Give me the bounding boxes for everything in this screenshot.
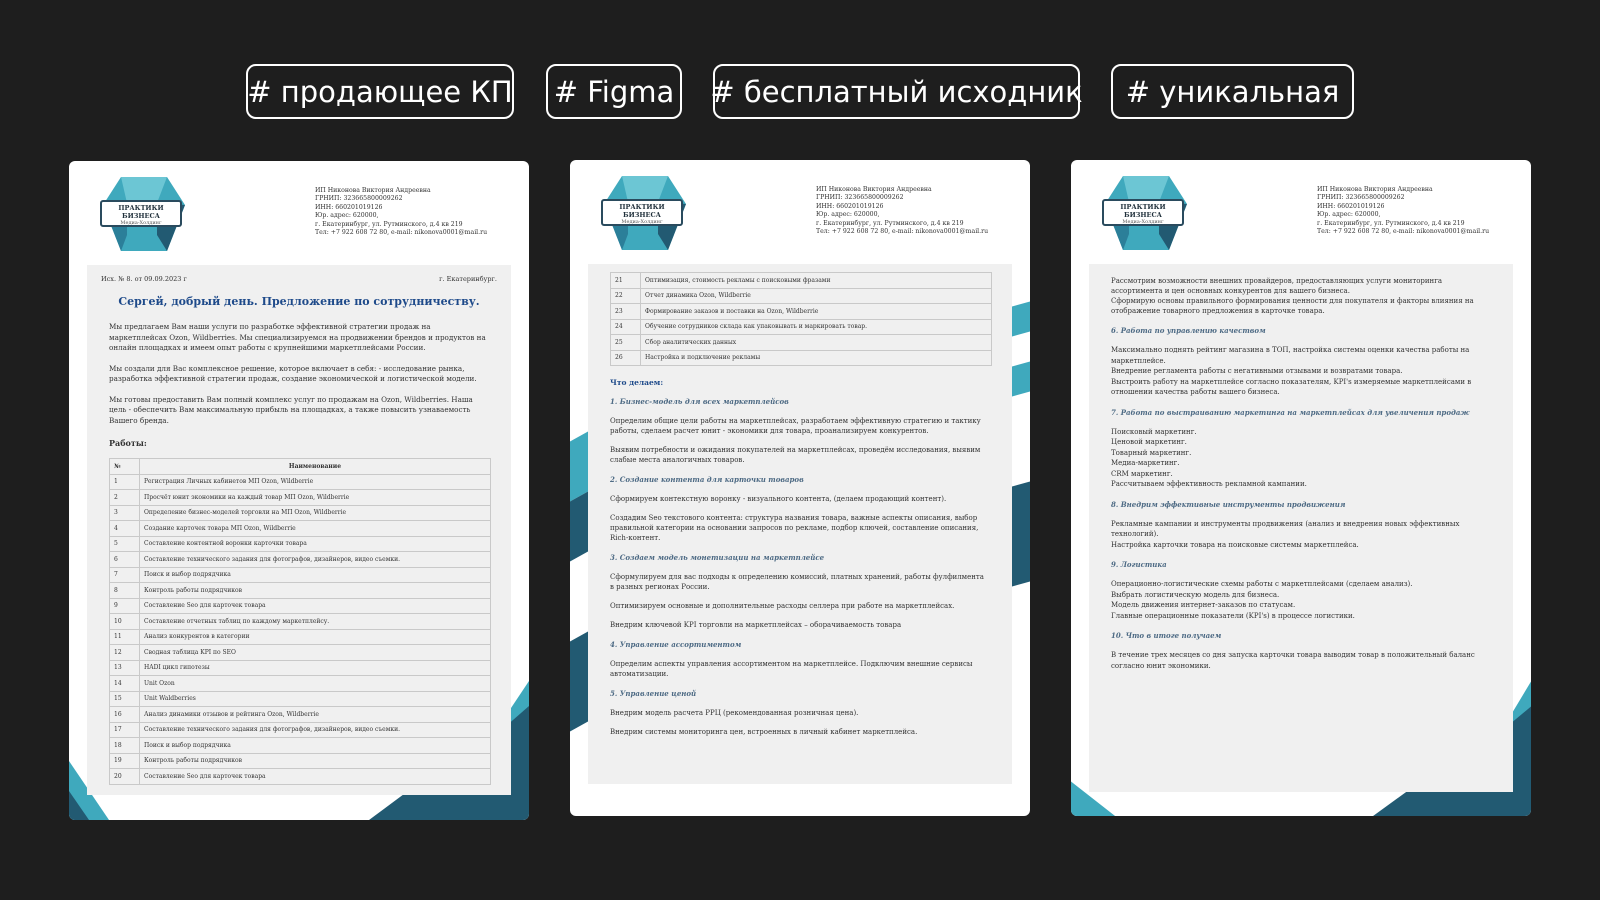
requisite-line: ГРНИП: 323665800009262 [816,194,904,202]
list-line: Выстроить работу на маркетплейсе согласно показателям, KPI's измеряемые маркетплейсами в отношении качества работы вашего бизнеса. [1111,377,1472,396]
row-name: Контроль работы подрядчиков [140,753,491,769]
logo-line1: ПРАКТИКИ [1120,203,1166,211]
row-name: Обучение сотрудников склада как упаковывать и маркировать товар. [641,319,992,335]
paragraph: Сформируем контекстную воронку - визуального контента, (делаем продающий контент). [610,495,947,503]
paragraph: Мы готовы предоставить Вам полный комплекс услуг по продажам на Ozon, Wildberries. Наша цель - обеспечить Вам максимальную прибыль на площадках, а также повысить узнаваемость Вашего бренда. [109,394,473,425]
tag-figma[interactable]: # Figma [546,64,682,119]
list-line: Медиа-маркетинг. [1111,459,1180,467]
list-line: CRM маркетинг. [1111,469,1173,478]
requisite-line: ИП Никонова Виктория Андреевна [1317,186,1433,193]
logo-line1: ПРАКТИКИ [619,203,665,211]
intro-line: Рассмотрим возможности внешних провайдеров, предоставляющих услуги мониторинга ассортимента и цен основных конкурентов для вашего бизнеса. [1111,277,1443,295]
list-line: Рекламные кампании и инструменты продвижения (анализ и внедрения новых эффективных технологий). [1111,519,1460,538]
table-row [110,645,491,661]
table-row [611,319,992,335]
section-list [1089,427,1513,490]
requisite-line: ИНН: 660201019126 [816,202,884,210]
document-page-3 [1071,160,1531,816]
paragraph: Сформулируем для вас подходы к определению комиссий, платных хранений, работы фулфилмента в разных регионах России. [610,573,984,591]
tag-free-source[interactable]: # бесплатный исходник [713,64,1080,119]
table-row [110,753,491,769]
logo-label [100,200,182,227]
row-number: 21 [611,273,641,289]
row-number: 20 [110,769,140,785]
row-number: 17 [110,722,140,738]
section-heading: 7. Работа по выстраиванию маркетинга на маркетплейсах для увеличения продаж [1111,407,1470,417]
paragraph: Оптимизируем основные и дополнительные расходы селлера при работе на маркетплейсах. [610,602,955,610]
logo-line2: БИЗНЕСА [122,212,160,220]
table-row [110,769,491,785]
row-name: Анализ конкурентов в категории [140,629,491,645]
logo-line2: БИЗНЕСА [1124,211,1162,219]
logo-label [1102,199,1184,226]
table-row [110,691,491,707]
requisite-line: ГРНИП: 323665800009262 [1317,194,1405,202]
row-name: Настройка и подключение рекламы [641,350,992,366]
requisite-line: Тел: +7 922 608 72 80, e-mail: nikonova0001@mail.ru [1317,228,1490,236]
section-heading: 1. Бизнес-модель для всех маркетплейсов [610,397,789,406]
company-logo [598,174,686,252]
row-number: 8 [110,583,140,599]
row-name: Регистрация Личных кабинетов МП Ozon, Wildberrie [140,474,491,490]
requisites [816,186,1016,236]
column-header-number: № [110,459,140,475]
letter-body [588,264,1012,784]
works-table [109,458,491,785]
list-line: Модель движения интернет-заказов по статусам. [1111,601,1296,609]
table-row [110,598,491,614]
requisite-line: Юр. адрес: 620000, [1317,211,1381,219]
outgoing-number: Исх. № 8. от 09.09.2023 г [101,275,187,283]
row-name: Unit Ozon [140,676,491,692]
requisites [1317,186,1517,236]
row-name: Составление контентной воронки карточки товара [140,536,491,552]
row-name: Формирование заказов и поставки на Ozon, Wildberrie [641,304,992,320]
paragraph: Внедрим модель расчета РРЦ (рекомендованная розничная цена). [610,709,859,717]
section-heading: 4. Управление ассортиментом [610,640,742,649]
list-line: Настройка карточки товара на поисковые системы маркетплейса. [1111,540,1359,549]
row-number: 7 [110,567,140,583]
paragraph: Мы предлагаем Вам наши услуги по разработке эффективной стратегии продаж на маркетплейсах Ozon, Wildberries. Мы специализируемся на продвижении брендов и продуктов на онлайн площадках и имеем опыт работы с крупнейшими маркетплейсами России. [109,322,486,352]
requisite-line: Тел: +7 922 608 72 80, e-mail: nikonova0001@mail.ru [816,228,989,236]
paragraph: Создадим Seo текстового контента: структура названия товара, важные аспекты описания, выбор правильной категории на основании запросов по рекламе, подбор ключей, составление описания, Rich-контент. [610,514,979,542]
document-page-1 [69,161,529,820]
requisite-line: Тел: +7 922 608 72 80, e-mail: nikonova0001@mail.ru [315,229,488,237]
logo-label [601,199,683,226]
logo-line3: Медиа-Холдинг [1122,219,1164,225]
row-number: 13 [110,660,140,676]
list-line: Рассчитываем эффективность рекламной кампании. [1111,480,1307,488]
section-list [1089,519,1513,551]
table-row [110,676,491,692]
requisite-line: г. Екатеринбург, ул. Рутминского, д.4 кв 219 [315,220,463,228]
row-number: 26 [611,350,641,366]
row-name: Поиск и выбор подрядчика [140,738,491,754]
row-name: Просчёт юнит экономики на каждый товар МП Ozon, Wildberrie [140,490,491,506]
logo-line3: Медиа-Холдинг [120,220,162,226]
list-line: Товарный маркетинг. [1111,448,1192,457]
paragraph: Выявим потребности и ожидания покупателей на маркетплейсах, проведём исследования, выявим слабые места аналогичных товаров. [610,446,981,464]
list-line: Операционно-логистические схемы работы с маркетплейсами (сделаем анализ). [1111,580,1413,588]
row-name: Сводная таблица KPI по SEO [140,645,491,661]
table-row [110,614,491,630]
section-heading: 3. Создаем модель монетизации на маркетплейсе [610,553,825,562]
row-number: 15 [110,691,140,707]
requisite-line: Юр. адрес: 620000, [816,211,880,219]
table-row [110,629,491,645]
section-heading: 10. Что в итоге получаем [1111,631,1222,640]
works-label: Работы: [109,438,147,448]
section-list [1089,345,1513,398]
row-number: 2 [110,490,140,506]
document-page-2 [570,160,1030,816]
row-name: HADI цикл гипотезы [140,660,491,676]
requisite-line: Юр. адрес: 620000, [315,212,379,220]
paragraph: Определим общие цели работы на маркетплейсах, разработаем эффективную стратегию и тактику работы, сделаем расчет юнит - экономики для товара, проанализируем конкурентов. [610,417,981,435]
row-number: 3 [110,505,140,521]
company-logo [1099,174,1187,252]
section-heading: 6. Работа по управлению качеством [1111,326,1266,335]
row-number: 14 [110,676,140,692]
list-line: Максимально поднять рейтинг магазина в ТОП, настройка системы оценки качества работы на маркетплейсе. [1111,346,1470,365]
row-name: Составление технического задания для фотографов, дизайнеров, видео съемки. [140,722,491,738]
table-row [110,660,491,676]
requisite-line: ИП Никонова Виктория Андреевна [816,186,932,193]
row-name: Поиск и выбор подрядчика [140,567,491,583]
list-line: В течение трех месяцев со дня запуска карточки товара выводим товар в положительный баланс согласно юнит экономики. [1111,651,1475,670]
column-header-name: Наименование [140,459,491,475]
logo-line1: ПРАКТИКИ [118,204,164,212]
table-row [110,505,491,521]
paragraph: Внедрим ключевой KPI торговли на маркетплейсах – оборачиваемость товара [610,621,902,629]
table-row [110,490,491,506]
row-name: Анализ динамики отзывов и рейтинга Ozon, Wildberrie [140,707,491,723]
row-name: Отчет динамика Ozon, Wildberrie [641,288,992,304]
row-name: Составление Seo для карточек товара [140,769,491,785]
table-row [110,536,491,552]
table-row [611,288,992,304]
row-number: 25 [611,335,641,351]
intro-text [1089,276,1513,316]
section-heading: 2. Создание контента для карточки товаров [610,475,804,484]
letter-body [1089,264,1513,792]
requisite-line: ИП Никонова Виктория Андреевна [315,187,431,194]
requisite-line: ИНН: 660201019126 [1317,202,1385,210]
table-row [110,722,491,738]
section-list [1089,579,1513,621]
table-row [611,350,992,366]
row-name: Unit Waldberries [140,691,491,707]
paragraph: Определим аспекты управления ассортиментом на маркетплейсе. Подключим внешние сервисы автоматизации. [610,660,973,678]
logo-line3: Медиа-Холдинг [621,219,663,225]
requisites [315,187,515,237]
row-number: 6 [110,552,140,568]
row-name: Составление технического задания для фотографов, дизайнеров, видео съемки. [140,552,491,568]
list-line: Главные операционные показатели (KPI's) в процессе логистики. [1111,611,1355,620]
table-row [110,521,491,537]
letter-body [87,265,511,795]
row-number: 10 [110,614,140,630]
company-logo [97,175,185,253]
requisite-line: г. Екатеринбург, ул. Рутминского, д.4 кв 219 [1317,219,1465,227]
table-row [611,273,992,289]
row-number: 19 [110,753,140,769]
table-row [110,738,491,754]
row-number: 1 [110,474,140,490]
section-list [1089,650,1513,671]
section-heading: 9. Логистика [1111,560,1167,569]
table-row [110,583,491,599]
table-row [110,552,491,568]
letter-city: г. Екатеринбург. [439,275,497,283]
row-number: 18 [110,738,140,754]
paragraph: Внедрим системы мониторинга цен, встроенных в личный кабинет маркетплейса. [610,728,918,736]
paragraph: Мы создали для Вас комплексное решение, которое включает в себя: - исследование рынка, разработка эффективной стратегии продаж, создание экономической и логистической модели. [109,363,477,383]
letter-title: Сергей, добрый день. Предложение по сотрудничеству. [118,295,480,308]
row-number: 16 [110,707,140,723]
tag-selling-offer[interactable]: # продающее КП [246,64,514,119]
list-line: Выбрать логистическую модель для бизнеса. [1111,590,1280,599]
table-row [611,304,992,320]
row-name: Оптимизация, стоимость рекламы с поисковыми фразами [641,273,992,289]
section-heading: 5. Управление ценой [610,689,697,698]
table-row [110,474,491,490]
row-number: 4 [110,521,140,537]
table-header-row [110,459,491,475]
letter-header [87,265,511,283]
requisite-line: г. Екатеринбург, ул. Рутминского, д.4 кв 219 [816,219,964,227]
section-heading: 8. Внедрим эффективные инструменты продвижения [1111,499,1346,509]
row-name: Составление отчетных таблиц по каждому маркетплейсу. [140,614,491,630]
list-line: Поисковый маркетинг. [1111,427,1197,436]
row-number: 24 [611,319,641,335]
tag-unique[interactable]: # уникальная [1111,64,1354,119]
logo-line2: БИЗНЕСА [623,211,661,219]
list-line: Внедрение регламента работы с негативными отзывами и возвратами товара. [1111,367,1403,375]
row-name: Определение бизнес-моделей торговли на МП Ozon, Wildberrie [140,505,491,521]
row-name: Создание карточек товара МП Ozon, Wildberrie [140,521,491,537]
row-name: Составление Seo для карточек товара [140,598,491,614]
table-row [110,707,491,723]
row-number: 11 [110,629,140,645]
row-number: 22 [611,288,641,304]
intro-line: Сформирую основы правильного формирования ценности для покупателя и факторы влияния на отображение товарного предложения в карточке товара. [1111,297,1474,315]
works-table-continued [610,272,992,366]
table-row [110,567,491,583]
row-number: 5 [110,536,140,552]
table-row [611,335,992,351]
tag-bar [0,64,1600,120]
what-we-do-heading: Что делаем: [610,378,664,387]
row-number: 23 [611,304,641,320]
row-name: Сбор аналитических данных [641,335,992,351]
row-number: 12 [110,645,140,661]
requisite-line: ИНН: 660201019126 [315,203,383,211]
requisite-line: ГРНИП: 323665800009262 [315,195,403,203]
row-number: 9 [110,598,140,614]
row-name: Контроль работы подрядчиков [140,583,491,599]
list-line: Ценовой маркетинг. [1111,438,1187,446]
